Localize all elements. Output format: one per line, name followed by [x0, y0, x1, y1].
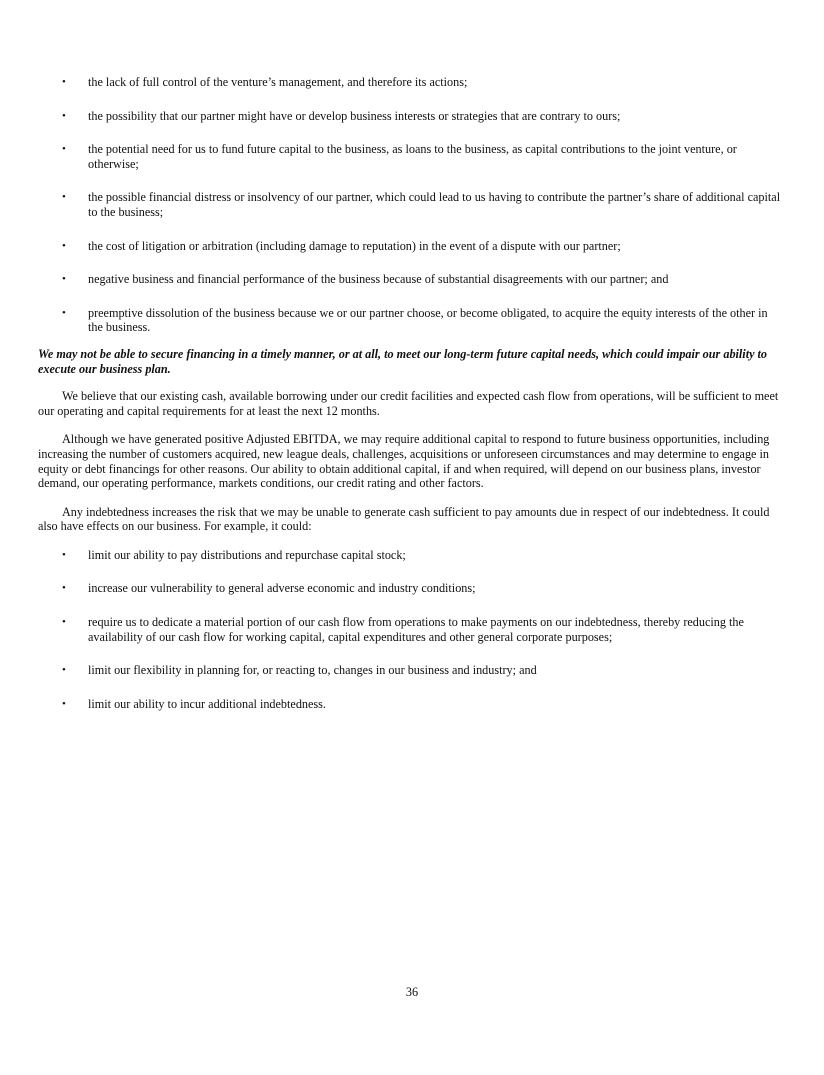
risk-bullet-list — [38, 75, 784, 335]
bullet-icon: • — [62, 109, 66, 122]
bullet-icon: • — [62, 239, 66, 252]
bullet-text: require us to dedicate a material portion of our cash flow from operations to make payments on our indebtedness, thereby reducing the availability of our cash flow for working capital, capital expenditures and other general corporate purposes; — [88, 615, 744, 644]
page-number: 36 — [405, 985, 419, 999]
bullet-icon: • — [62, 273, 66, 286]
document-page — [38, 75, 784, 730]
bullet-icon: • — [62, 548, 66, 561]
bullet-text: increase our vulnerability to general adverse economic and industry conditions; — [88, 581, 476, 596]
bullet-text: the lack of full control of the venture’s management, and therefore its actions; — [88, 75, 468, 89]
list-item — [38, 272, 784, 287]
bullet-text: the potential need for us to fund future capital to the business, as loans to the business, as capital contributions to the joint venture, or otherwise; — [88, 142, 737, 171]
list-item — [38, 109, 784, 124]
bullet-icon: • — [62, 697, 66, 710]
list-item — [38, 697, 784, 712]
list-item — [38, 75, 784, 90]
bullet-icon: • — [62, 664, 66, 677]
paragraph: Although we have generated positive Adjusted EBITDA, we may require additional capital to respond to future business opportunities, including increasing the number of customers acquired, new league deals, challenges, acquisitions or unforeseen circumstances and may determine to engage in equity or debt financings for other reasons. Our ability to obtain additional capital, if and when required, will depend on our business plans, investor demand, our operating performance, markets conditions, our credit rating and other factors. — [38, 432, 770, 491]
paragraph: We believe that our existing cash, available borrowing under our credit facilities and expected cash flow from operations, will be sufficient to meet our operating and capital requirements for at least the next 12 months. — [38, 389, 779, 418]
bullet-text: limit our ability to pay distributions and repurchase capital stock; — [88, 547, 406, 562]
bullet-text: negative business and financial performance of the business because of substantial disagreements with our partner; and — [88, 272, 669, 287]
list-item — [38, 190, 784, 219]
bullet-icon: • — [62, 191, 66, 204]
bullet-icon: • — [62, 582, 66, 595]
list-item — [38, 615, 784, 644]
section-heading: We may not be able to secure financing in a timely manner, or at all, to meet our long-term future capital needs, which could impair our ability to execute our business plan. — [38, 346, 768, 376]
indebtedness-bullet-list — [38, 548, 784, 712]
paragraph: Any indebtedness increases the risk that we may be unable to generate cash sufficient to pay amounts due in respect of our indebtedness. It could also have effects on our business. For example, it could: — [38, 504, 770, 534]
list-item — [38, 142, 784, 171]
bullet-text: the possible financial distress or insolvency of our partner, which could lead to us having to contribute the partner’s share of additional capital to the business; — [88, 190, 781, 219]
bullet-text: preemptive dissolution of the business because we or our partner choose, or become obligated, to acquire the equity interests of the other in the business. — [88, 305, 768, 335]
list-item — [38, 663, 784, 678]
bullet-icon: • — [62, 76, 66, 88]
bullet-icon: • — [62, 616, 66, 629]
bullet-text: limit our ability to incur additional indebtedness. — [88, 696, 326, 711]
list-item — [38, 548, 784, 563]
list-item — [38, 239, 784, 254]
bullet-text: limit our flexibility in planning for, or reacting to, changes in our business and industry; and — [88, 663, 537, 678]
list-item — [38, 581, 784, 596]
bullet-text: the possibility that our partner might have or develop business interests or strategies that are contrary to ours; — [88, 108, 621, 123]
bullet-text: the cost of litigation or arbitration (including damage to reputation) in the event of a dispute with our partner; — [88, 238, 621, 253]
list-item — [38, 306, 784, 335]
bullet-icon: • — [62, 306, 66, 319]
bullet-icon: • — [62, 143, 66, 156]
